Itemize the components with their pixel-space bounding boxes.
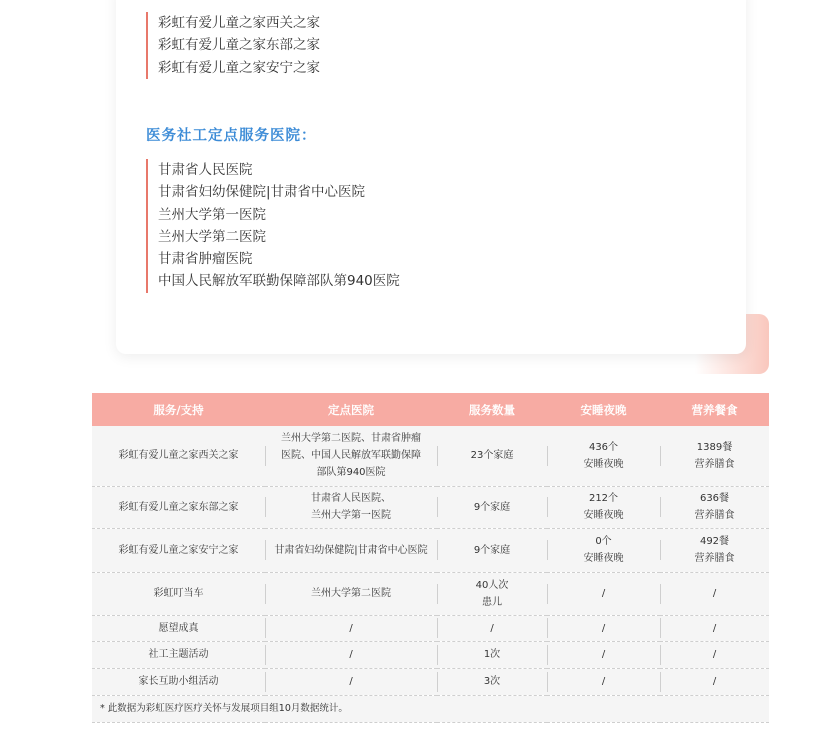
header-count: 服务数量	[437, 393, 547, 426]
data-note: * 此数据为彩虹医疗医疗关怀与发展项目组10月数据统计。	[92, 695, 769, 722]
cell-service: 彩虹有爱儿童之家安宁之家	[92, 528, 265, 572]
cell-nights: 212个 安睡夜晚	[547, 486, 660, 528]
table-row	[92, 572, 769, 615]
cell-meals: /	[660, 641, 769, 668]
cell-service: 彩虹有爱儿童之家西关之家	[92, 426, 265, 486]
cell-nights: 0个 安睡夜晚	[547, 528, 660, 572]
hospital-list	[146, 159, 400, 293]
cell-count: 9个家庭	[437, 486, 547, 528]
cell-nights: 436个 安睡夜晚	[547, 426, 660, 486]
cell-count: 3次	[437, 668, 547, 695]
service-table	[92, 393, 769, 723]
cell-nights: /	[547, 668, 660, 695]
table-row	[92, 528, 769, 572]
table-header-row	[92, 393, 769, 426]
table-row	[92, 426, 769, 486]
hospital-item: 中国人民解放军联勤保障部队第940医院	[158, 273, 400, 290]
cell-hospital: 兰州大学第二医院、甘肃省肿瘤医院、中国人民解放军联勤保障部队第940医院	[265, 426, 437, 486]
header-meals: 营养餐食	[660, 393, 769, 426]
hospital-section-title: 医务社工定点服务医院：	[146, 128, 317, 144]
home-item: 彩虹有爱儿童之家东部之家	[158, 37, 320, 54]
cell-service: 社工主题活动	[92, 641, 265, 668]
cell-hospital: /	[265, 641, 437, 668]
cell-nights: /	[547, 572, 660, 615]
hospital-item: 兰州大学第二医院	[158, 228, 266, 245]
cell-count: 9个家庭	[437, 528, 547, 572]
cell-meals: 636餐 营养膳食	[660, 486, 769, 528]
header-service: 服务/支持	[92, 393, 265, 426]
home-item: 彩虹有爱儿童之家安宁之家	[158, 59, 320, 76]
table-row	[92, 668, 769, 695]
cell-nights: /	[547, 615, 660, 641]
cell-meals: /	[660, 615, 769, 641]
cell-service: 彩虹叮当车	[92, 572, 265, 615]
cell-meals: 1389餐 营养膳食	[660, 426, 769, 486]
hospital-item: 兰州大学第一医院	[158, 206, 266, 223]
cell-hospital: 兰州大学第二医院	[265, 572, 437, 615]
hospital-item: 甘肃省肿瘤医院	[158, 251, 253, 268]
hospital-item: 甘肃省妇幼保健院|甘肃省中心医院	[158, 184, 366, 201]
hospital-item: 甘肃省人民医院	[158, 162, 253, 178]
cell-meals: /	[660, 572, 769, 615]
header-nights: 安睡夜晚	[547, 393, 660, 426]
cell-meals: /	[660, 668, 769, 695]
cell-hospital: 甘肃省妇幼保健院|甘肃省中心医院	[265, 528, 437, 572]
header-hospital: 定点医院	[265, 393, 437, 426]
cell-nights: /	[547, 641, 660, 668]
cell-hospital: 甘肃省人民医院、 兰州大学第一医院	[265, 486, 437, 528]
cell-service: 彩虹有爱儿童之家东部之家	[92, 486, 265, 528]
cell-meals: 492餐 营养膳食	[660, 528, 769, 572]
table-row	[92, 615, 769, 641]
cell-hospital: /	[265, 668, 437, 695]
table-row	[92, 486, 769, 528]
cell-service: 愿望成真	[92, 615, 265, 641]
home-item: 彩虹有爱儿童之家西关之家	[158, 15, 320, 31]
homes-list	[146, 12, 320, 79]
cell-count: 1次	[437, 641, 547, 668]
cell-count: /	[437, 615, 547, 641]
cell-count: 23个家庭	[437, 426, 547, 486]
table-row	[92, 641, 769, 668]
cell-hospital: /	[265, 615, 437, 641]
cell-service: 家长互助小组活动	[92, 668, 265, 695]
cell-count: 40人次 患儿	[437, 572, 547, 615]
